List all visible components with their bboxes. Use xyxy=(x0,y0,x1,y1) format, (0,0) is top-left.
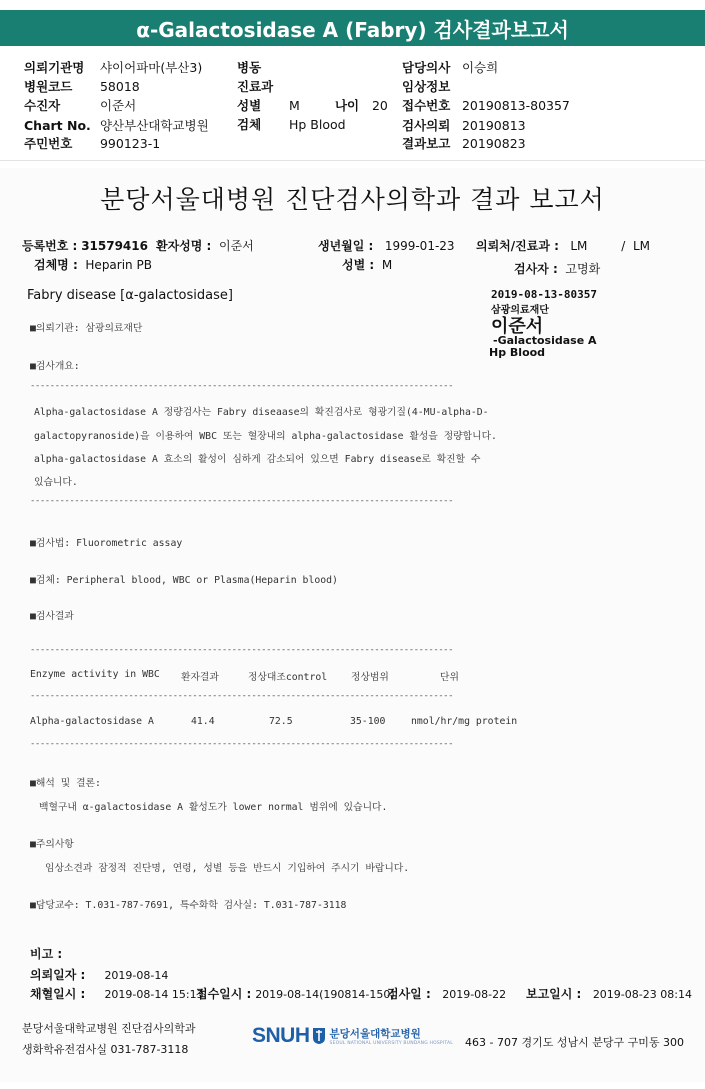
specimen-row: 검체 Hp Blood xyxy=(237,117,346,132)
chart-row: Chart No. 양산부산대학교병원 xyxy=(24,118,209,133)
collection-datetime: 채혈일시 : 2019-08-14 15:13 xyxy=(30,987,204,1001)
requester-row: 의뢰기관명 샤이어파마(부산3) xyxy=(24,60,203,75)
patient-row: 수진자 이준서 xyxy=(24,98,137,113)
table-header-unit: 단위 xyxy=(440,672,459,683)
contact-info: ■담당교수: T.031-787-7691, 특수화학 검사실: T.031-787-3118 xyxy=(30,900,347,911)
specimen-value: Hp Blood xyxy=(288,117,346,132)
overview-heading: ■검사개요: xyxy=(30,361,80,372)
method: ■검사법: Fluorometric assay xyxy=(30,538,183,549)
table-row-result: 41.4 xyxy=(191,716,215,727)
stamp-accession: 2019-08-13-80357 xyxy=(491,288,597,301)
dept-row: 진료과 xyxy=(237,79,274,94)
report-sex: 성별 : M xyxy=(342,258,393,272)
specimen-name: 검체명 : Heparin PB xyxy=(34,258,152,272)
document-title: α-Galactosidase A (Fabry) 검사결과보고서 xyxy=(136,17,569,42)
divider: -------------------------------------------------------------------------------------- xyxy=(30,691,453,701)
hospital-code-value: 58018 xyxy=(99,79,140,94)
interpretation-heading: ■해석 및 결론: xyxy=(30,778,101,789)
overview-line: alpha-galactosidase A 효소의 활성이 심하게 감소되어 있으면 Fabry disease로 확진할 수 xyxy=(34,454,481,465)
receipt-value: 20190813-80357 xyxy=(461,98,570,113)
report-date-row: 결과보고 20190823 xyxy=(402,136,526,151)
stamp-specimen: Hp Blood xyxy=(489,346,546,359)
report-datetime: 보고일시 : 2019-08-23 08:14 xyxy=(526,987,692,1001)
hospital-logo xyxy=(252,1024,453,1048)
table-header-result: 환자결과 xyxy=(181,672,219,683)
request-row: 검사의뢰 20190813 xyxy=(402,118,526,133)
overview-line: Alpha-galactosidase A 정량검사는 Fabry diseaase의 확진검사로 형광기질(4-MU-alpha-D- xyxy=(34,407,489,418)
footer-dept: 분당서울대학교병원 진단검사의학과 xyxy=(22,1022,196,1035)
hospital-code-row: 병원코드 58018 xyxy=(24,79,140,94)
caution-heading: ■주의사항 xyxy=(30,839,74,850)
report-title-bar xyxy=(0,10,705,46)
divider: -------------------------------------------------------------------------------------- xyxy=(30,496,453,506)
remark: 비고 : xyxy=(30,947,63,961)
requester-value: 샤이어파마(부산3) xyxy=(99,60,203,75)
stamp-test: -Galactosidase A xyxy=(493,334,597,347)
result-heading: ■검사결과 xyxy=(30,611,74,622)
table-row-control: 72.5 xyxy=(269,716,293,727)
divider: -------------------------------------------------------------------------------------- xyxy=(30,645,453,655)
divider: -------------------------------------------------------------------------------------- xyxy=(30,381,453,391)
divider: -------------------------------------------------------------------------------------- xyxy=(30,739,453,749)
requesting-dept: 의뢰처/진료과 : LM / LM xyxy=(476,239,650,253)
stamp-lab: 삼광의료재단 xyxy=(491,305,549,316)
chart-value: 양산부산대학교병원 xyxy=(99,118,209,133)
table-header-enzyme: Enzyme activity in WBC xyxy=(30,669,160,680)
scanned-report xyxy=(0,168,705,1082)
header-divider xyxy=(0,160,705,161)
footer-lab: 생화학유전검사실 031-787-3118 xyxy=(22,1043,189,1056)
report-date-value: 20190823 xyxy=(461,136,526,151)
specimen-line: ■검체: Peripheral blood, WBC or Plasma(Heparin blood) xyxy=(30,575,338,586)
request-value: 20190813 xyxy=(461,118,526,133)
interpretation-text: 백혈구내 α-galactosidase A 활성도가 lower normal 범위에 있습니다. xyxy=(39,802,388,813)
overview-line: 있습니다. xyxy=(34,477,78,488)
patient-value: 이준서 xyxy=(99,98,137,113)
birth-date: 생년월일 : 1999-01-23 xyxy=(318,239,455,253)
footer-address: 463 - 707 경기도 성남시 분당구 구미동 300 xyxy=(465,1036,684,1049)
resident-value: 990123-1 xyxy=(99,136,161,151)
table-header-range: 정상범위 xyxy=(351,672,389,683)
report-heading: 분당서울대병원 진단검사의학과 결과 보고서 xyxy=(100,185,605,214)
logo-english-name: SEOUL NATIONAL UNIVERSITY BUNDANG HOSPITAL xyxy=(329,1041,453,1046)
overview-line: galactopyranoside)을 이용하여 WBC 또는 혈장내의 alpha-galactosidase 활성을 정량합니다. xyxy=(34,431,497,442)
table-row-unit: nmol/hr/mg protein xyxy=(411,716,518,727)
table-row-enzyme: Alpha-galactosidase A xyxy=(30,716,154,727)
sex-row: 성별 M 나이 20 xyxy=(237,98,388,113)
test-name: Fabry disease [α-galactosidase] xyxy=(27,288,233,303)
ward-row: 병동 xyxy=(237,60,262,75)
table-header-control: 정상대조control xyxy=(248,672,328,683)
caution-text: 임상소견과 잠정적 진단명, 연령, 성별 등을 반드시 기입하여 주시기 바랍니다. xyxy=(45,863,410,874)
receipt-row: 접수번호 20190813-80357 xyxy=(402,98,570,113)
doctor-value: 이승희 xyxy=(461,60,499,75)
test-date: 검사일 : 2019-08-22 xyxy=(387,987,507,1001)
clinical-row: 임상정보 xyxy=(402,79,451,94)
table-row-range: 35-100 xyxy=(350,716,386,727)
receipt-datetime: 접수일시 : 2019-08-14(190814-150) xyxy=(196,987,395,1001)
stamp-patient: 이준서 xyxy=(491,316,544,337)
age-value: 20 xyxy=(371,98,388,113)
logo-korean-name: 분당서울대학교병원 xyxy=(329,1028,421,1040)
request-date: 의뢰일자 : 2019-08-14 xyxy=(30,968,169,982)
sex-value: M xyxy=(288,98,300,113)
hospital-emblem-icon xyxy=(312,1027,326,1045)
logo-wordmark: SNUH xyxy=(252,1024,310,1047)
patient-name: 환자성명 : 이준서 xyxy=(156,239,254,253)
resident-row: 주민번호 990123-1 xyxy=(24,136,161,151)
institution: ■의뢰기관: 삼광의료재단 xyxy=(30,323,143,334)
doctor-row: 담당의사 이승희 xyxy=(402,60,499,75)
reg-no: 등록번호 : 31579416 xyxy=(22,239,148,253)
examiner: 검사자 : 고명화 xyxy=(514,262,601,276)
